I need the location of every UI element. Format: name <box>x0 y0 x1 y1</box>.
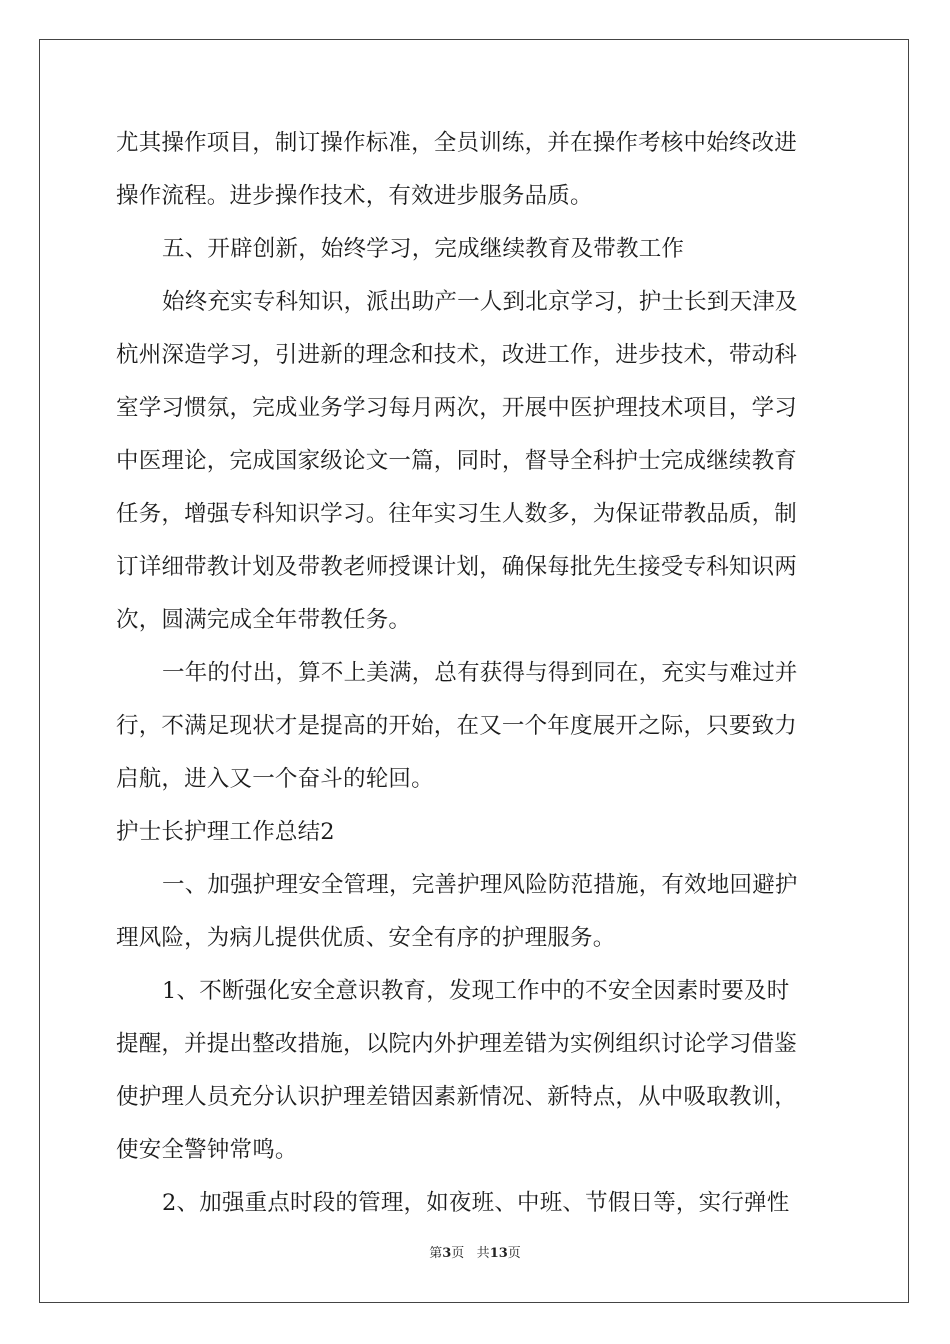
page-footer <box>0 1246 950 1262</box>
footer-total-suffix: 页 <box>507 1246 521 1261</box>
text-line: 任务，增强专科知识学习。往年实习生人数多，为保证带教品质，制 <box>116 501 798 527</box>
text-line: 室学习惯氛，完成业务学习每月两次，开展中医护理技术项目，学习 <box>116 395 798 421</box>
text-line: 中医理论，完成国家级论文一篇，同时，督导全科护士完成继续教育 <box>116 448 798 474</box>
footer-page-suffix: 页 <box>451 1246 465 1261</box>
text-line: 使护理人员充分认识护理差错因素新情况、新特点，从中吸取教训， <box>116 1084 798 1110</box>
text-line: 理风险，为病儿提供优质、安全有序的护理服务。 <box>116 925 616 951</box>
footer-page-prefix: 第 <box>429 1246 443 1261</box>
text-line: 订详细带教计划及带教老师授课计划，确保每批先生接受专科知识两 <box>116 554 798 580</box>
section-heading: 五、开辟创新，始终学习，完成继续教育及带教工作 <box>162 236 685 262</box>
text-line: 操作流程。进步操作技术，有效进步服务品质。 <box>116 183 593 209</box>
text-line: 一、加强护理安全管理，完善护理风险防范措施，有效地回避护 <box>162 872 798 898</box>
text-line: 始终充实专科知识，派出助产一人到北京学习，护士长到天津及 <box>162 289 798 315</box>
text-line: 尤其操作项目，制订操作标准，全员训练，并在操作考核中始终改进 <box>116 130 798 156</box>
text-line: 行，不满足现状才是提高的开始，在又一个年度展开之际，只要致力 <box>116 713 798 739</box>
footer-page-number: 3 <box>442 1246 452 1261</box>
text-line: 次，圆满完成全年带教任务。 <box>116 607 412 633</box>
document-subtitle: 护士长护理工作总结2 <box>116 819 335 845</box>
text-line: 杭州深造学习，引进新的理念和技术，改进工作，进步技术，带动科 <box>116 342 798 368</box>
text-line: 2、加强重点时段的管理，如夜班、中班、节假日等，实行弹性 <box>162 1190 790 1216</box>
text-line: 提醒，并提出整改措施，以院内外护理差错为实例组织讨论学习借鉴 <box>116 1031 798 1057</box>
text-line: 1、不断强化安全意识教育，发现工作中的不安全因素时要及时 <box>162 978 790 1004</box>
text-line: 启航，进入又一个奋斗的轮回。 <box>116 766 434 792</box>
text-line: 一年的付出，算不上美满，总有获得与得到同在，充实与难过并 <box>162 660 798 686</box>
text-line: 使安全警钟常鸣。 <box>116 1137 298 1163</box>
footer-total-prefix: 共 <box>476 1246 490 1261</box>
footer-total-number: 13 <box>489 1246 508 1261</box>
